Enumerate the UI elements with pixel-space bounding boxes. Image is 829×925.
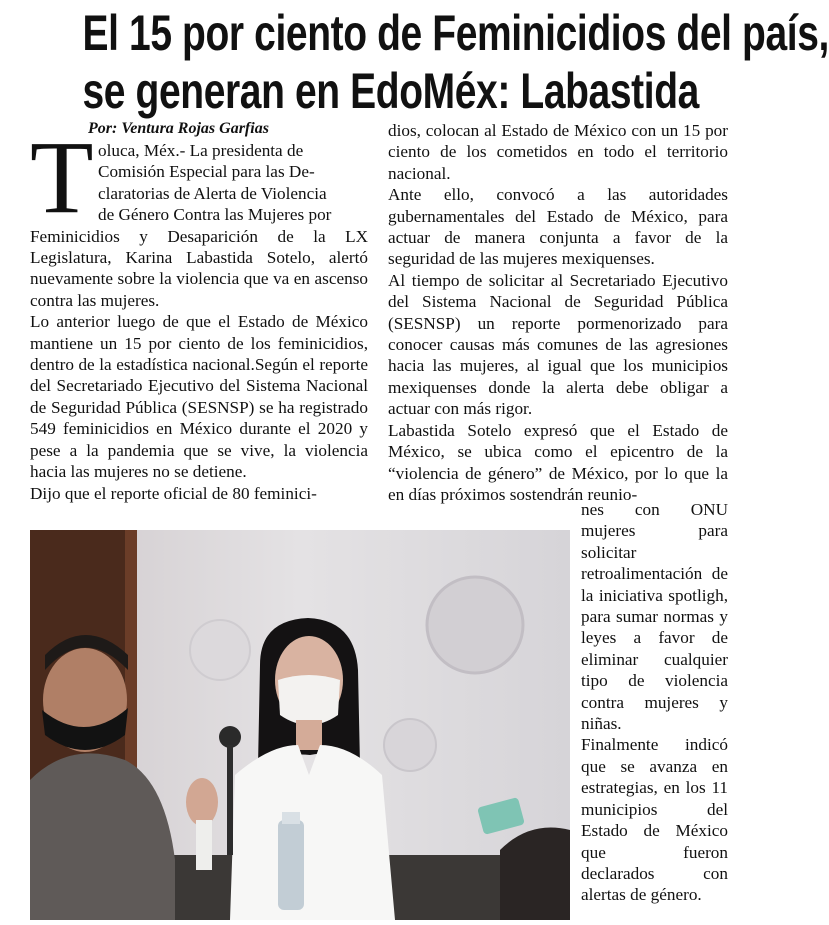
headline-line-2: se generan en EdoMéx: Labastida bbox=[82, 63, 699, 119]
headline-line-1: El 15 por ciento de Feminicidios del país, bbox=[82, 5, 829, 61]
paragraph: Dijo que el reporte oficial de 80 feminici- bbox=[30, 483, 317, 503]
paragraph: Al tiempo de solicitar al Secretariado Ejecutivo del Sistema Nacional de Seguridad Pública (SESNSP) un reporte pormenorizado para conocer causas más comunes de las agresiones hacia las mujeres, al igual que los municipios mexiquenses donde la alerta debe obligar a actuar con más rigor. bbox=[388, 270, 728, 419]
paragraph: Ante ello, convocó a las autoridades gubernamentales del Estado de México, para actuar de manera conjunta a favor de la seguridad de las mujeres mexiquenses. bbox=[388, 185, 728, 269]
paragraph: Finalmente indicó que se avanza en estrategias, en los 11 municipios del Estado de México que fueron declarados con alertas de género. bbox=[581, 735, 728, 905]
dropcap-line-3: claratorias de Alerta de Violencia bbox=[98, 183, 327, 203]
photo-illustration bbox=[30, 530, 570, 920]
paragraph-continuation: Feminicidios y Desaparición de la LX Legislatura, Karina Labastida Sotelo, alertó nuevamente sobre la violencia que va en ascenso contra las mujeres. bbox=[30, 226, 368, 310]
dropcap-line-2: Comisión Especial para las De- bbox=[98, 162, 315, 182]
paragraph: dios, colocan al Estado de México con un 15 por ciento de los cometidos en todo el territorio nacional. bbox=[388, 121, 728, 183]
dropcap-line-1: oluca, Méx.- La presidenta de bbox=[98, 141, 304, 160]
byline: Por: Ventura Rojas Garfias bbox=[88, 120, 269, 137]
article-column-1 bbox=[30, 140, 368, 504]
drop-cap: T bbox=[30, 120, 94, 235]
paragraph: nes con ONU mujeres para solicitar retroalimentación de la iniciativa spotligh, para sumar normas y leyes a favor de eliminar cualquier tipo de violencia contra mujeres y niñas. bbox=[581, 500, 728, 734]
article-photo bbox=[30, 530, 570, 920]
paragraph bbox=[30, 140, 368, 311]
article-column-2 bbox=[388, 120, 728, 505]
paragraph: Labastida Sotelo expresó que el Estado de México, se ubica como el epicentro de la “violencia de género” de México, por lo que la en días próximos sostendrán reunio- bbox=[388, 420, 728, 504]
paragraph: Lo anterior luego de que el Estado de México mantiene un 15 por ciento de los feminicidios, dentro de la estadística nacional.Según el reporte del Secretariado Ejecutivo del Sistema Nacional de Seguridad Pública (SESNSP) se ha registrado 549 feminicidios en México durante el 2020 y pese a la pandemia que se vive, la violencia hacia las mujeres no se detiene. bbox=[30, 312, 368, 482]
article-column-3 bbox=[581, 499, 728, 906]
dropcap-line-4: de Género Contra las Mujeres por bbox=[98, 205, 332, 225]
